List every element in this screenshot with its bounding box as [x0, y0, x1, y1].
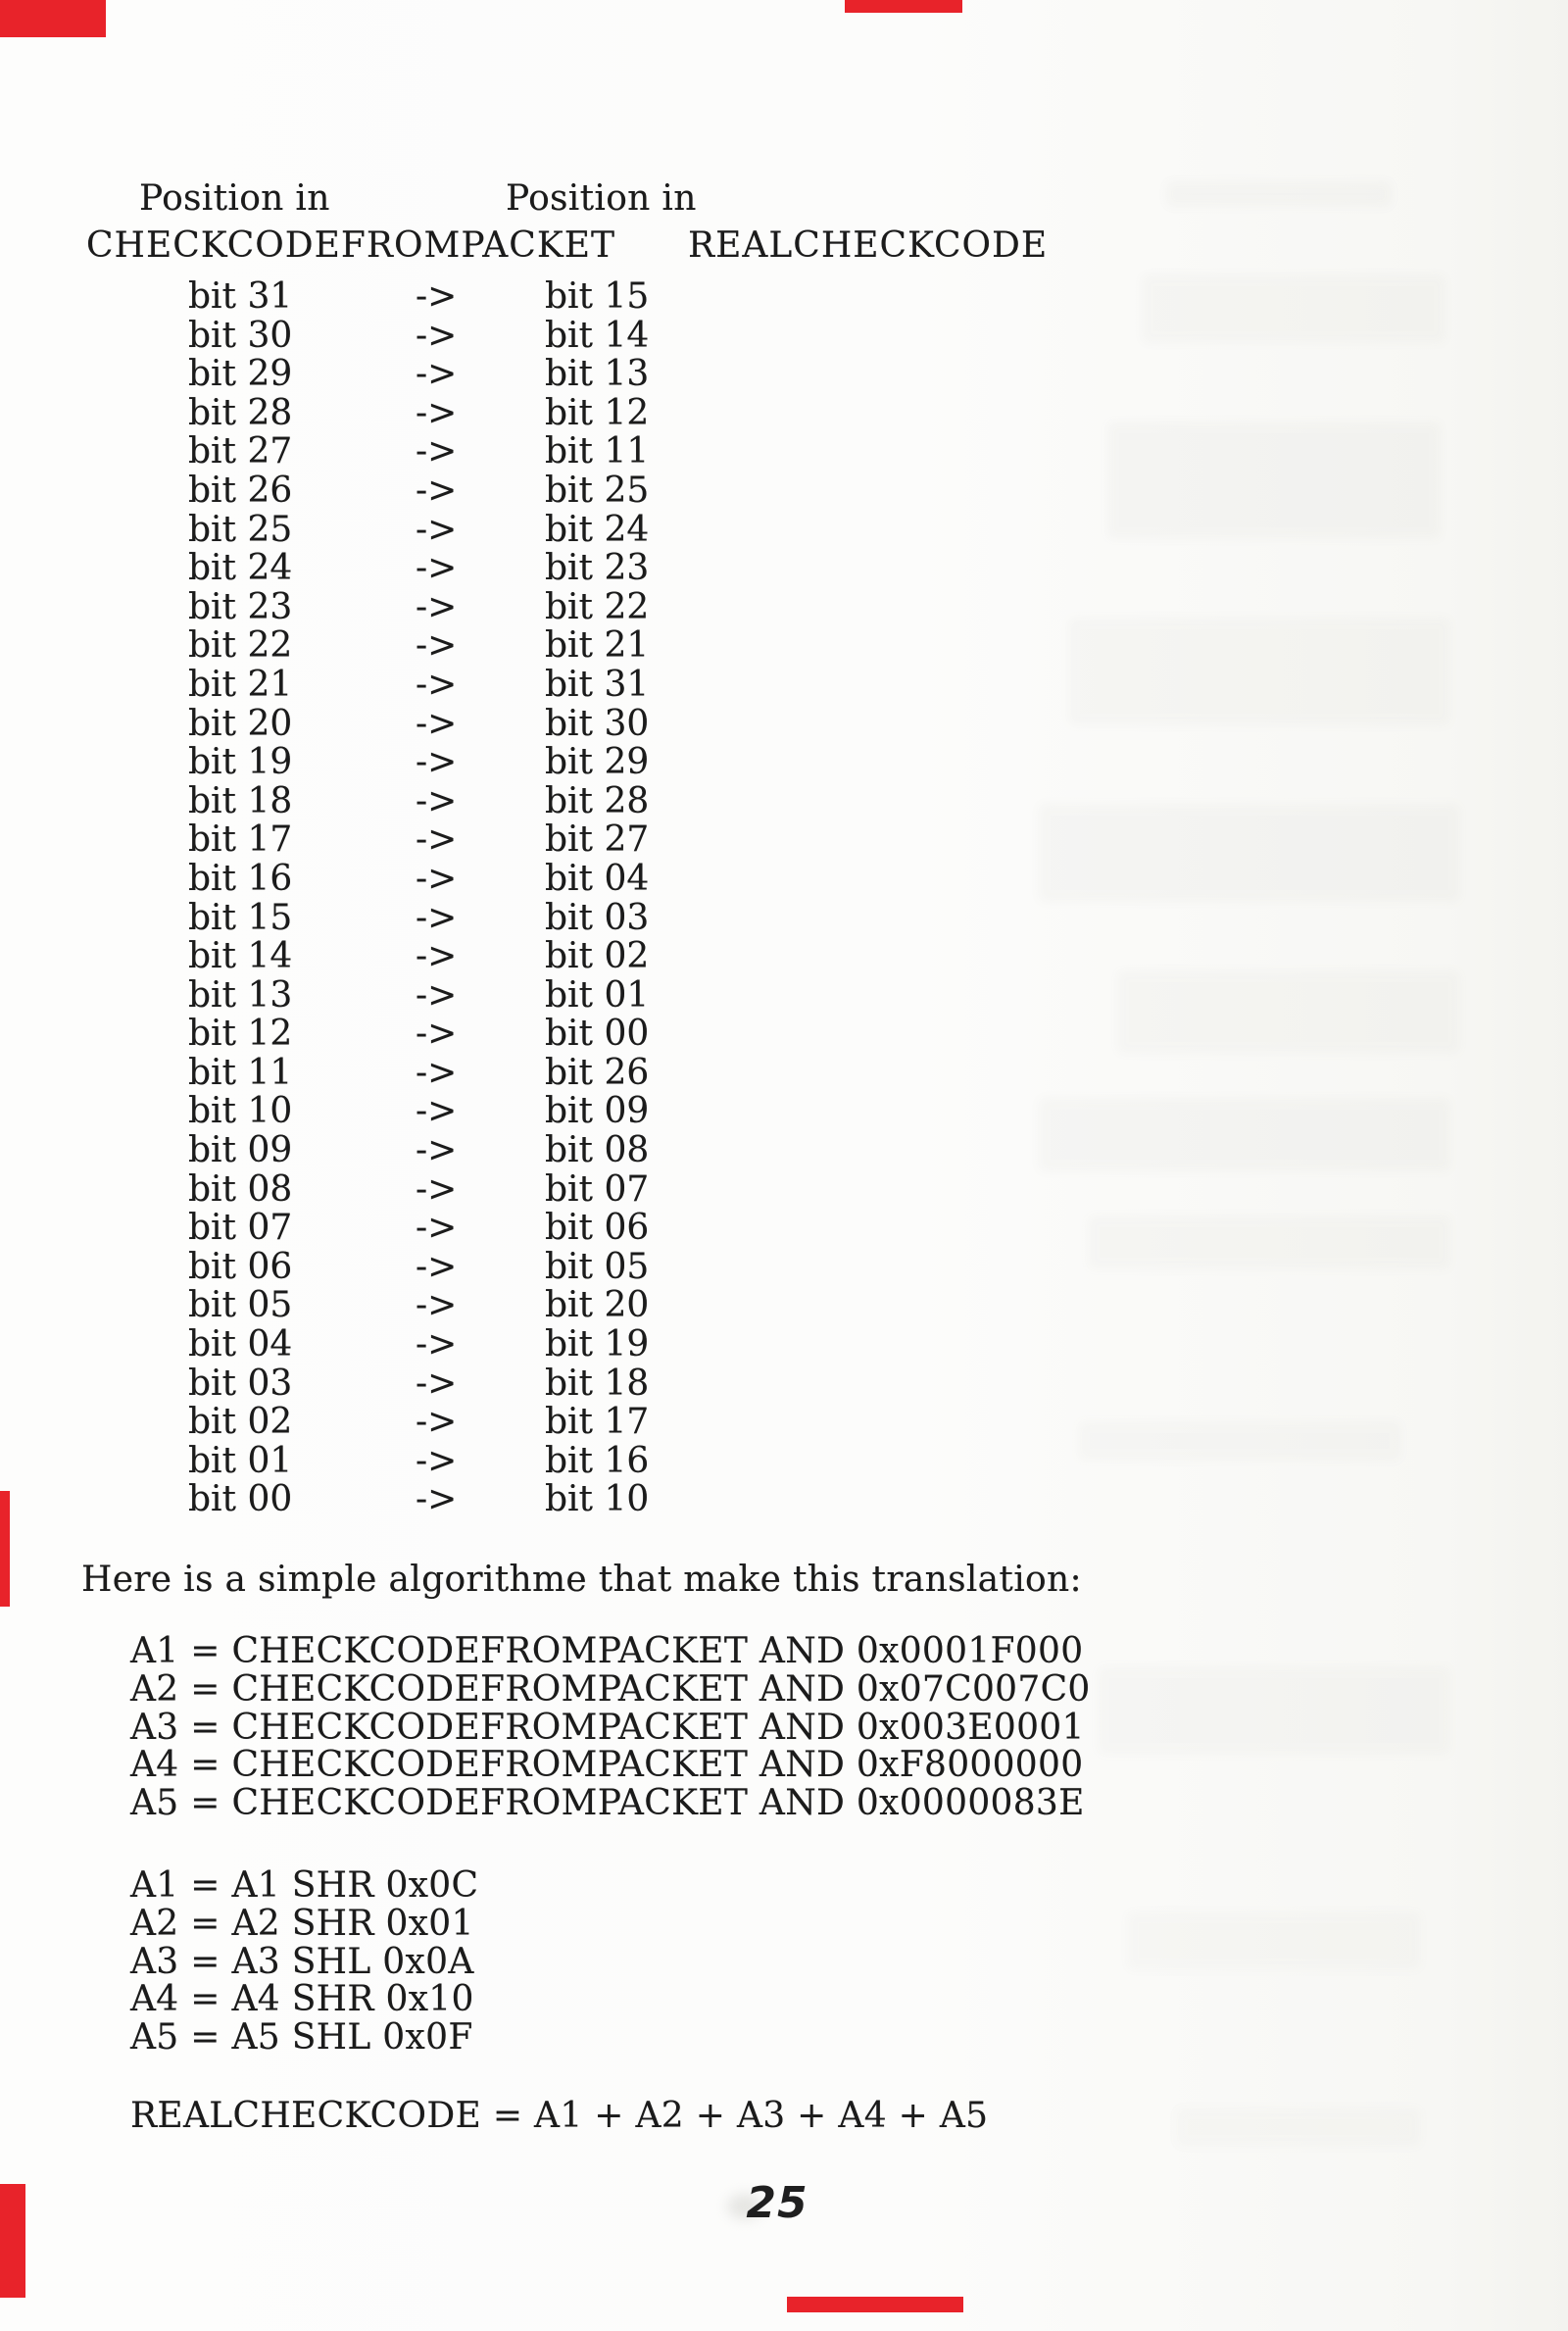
bit-position-from: bit 14 — [188, 936, 293, 977]
table-row — [0, 1092, 1568, 1131]
bit-position-to: bit 09 — [545, 1091, 650, 1132]
bit-position-from: bit 08 — [188, 1168, 293, 1210]
table-row — [0, 976, 1568, 1016]
arrow-glyph: -> — [416, 1324, 458, 1365]
table-row — [0, 782, 1568, 821]
bleed-through-smudge — [1127, 1911, 1421, 1970]
bit-position-to: bit 16 — [545, 1440, 650, 1481]
bit-position-from: bit 16 — [188, 858, 293, 899]
arrow-glyph: -> — [416, 897, 458, 938]
bit-position-to: bit 29 — [545, 742, 650, 783]
bit-position-to: bit 04 — [545, 858, 650, 899]
bit-position-from: bit 05 — [188, 1285, 293, 1326]
table-row — [0, 471, 1568, 511]
arrow-glyph: -> — [416, 1014, 458, 1055]
table-row — [0, 705, 1568, 744]
result-line: REALCHECKCODE = A1 + A2 + A3 + A4 + A5 — [130, 2096, 989, 2136]
bit-position-from: bit 07 — [188, 1208, 293, 1249]
bit-position-to: bit 08 — [545, 1130, 650, 1171]
arrow-glyph: -> — [416, 1052, 458, 1093]
arrow-glyph: -> — [416, 392, 458, 433]
arrow-glyph: -> — [416, 1091, 458, 1132]
arrow-glyph: -> — [416, 819, 458, 861]
arrow-glyph: -> — [416, 936, 458, 977]
bit-position-to: bit 23 — [545, 548, 650, 589]
bit-position-to: bit 11 — [545, 431, 650, 472]
table-row — [0, 1480, 1568, 1519]
code-line: A4 = CHECKCODEFROMPACKET AND 0xF8000000 — [130, 1745, 1084, 1786]
bit-position-from: bit 19 — [188, 742, 293, 783]
code-line: A1 = A1 SHR 0x0C — [130, 1865, 479, 1906]
bit-position-from: bit 01 — [188, 1440, 293, 1481]
arrow-glyph: -> — [416, 548, 458, 589]
bit-position-to: bit 21 — [545, 625, 650, 667]
arrow-glyph: -> — [416, 1285, 458, 1326]
table-row — [0, 549, 1568, 588]
table-row — [0, 588, 1568, 627]
table-row — [0, 937, 1568, 976]
bit-position-from: bit 10 — [188, 1091, 293, 1132]
bit-position-to: bit 02 — [545, 936, 650, 977]
arrow-glyph: -> — [416, 742, 458, 783]
bit-position-from: bit 21 — [188, 664, 293, 705]
bit-position-to: bit 17 — [545, 1402, 650, 1443]
bit-position-from: bit 30 — [188, 315, 293, 356]
table-row — [0, 394, 1568, 433]
arrow-glyph: -> — [416, 354, 458, 395]
code-line: A5 = CHECKCODEFROMPACKET AND 0x0000083E — [130, 1783, 1085, 1824]
code-line: A2 = CHECKCODEFROMPACKET AND 0x07C007C0 — [130, 1668, 1091, 1710]
bit-position-from: bit 26 — [188, 470, 293, 511]
intro-paragraph: Here is a simple algorithme that make this translation: — [81, 1560, 1082, 1600]
bit-position-from: bit 17 — [188, 819, 293, 861]
red-registration-mark-bottom-center — [787, 2297, 963, 2312]
red-registration-mark-bottom-left — [0, 2184, 25, 2298]
bit-position-to: bit 18 — [545, 1363, 650, 1404]
bit-position-from: bit 04 — [188, 1324, 293, 1365]
table-row — [0, 432, 1568, 471]
code-line: A1 = CHECKCODEFROMPACKET AND 0x0001F000 — [130, 1631, 1084, 1671]
arrow-glyph: -> — [416, 315, 458, 356]
bit-position-from: bit 29 — [188, 354, 293, 395]
table-row — [0, 317, 1568, 356]
code-line: A3 = CHECKCODEFROMPACKET AND 0x003E0001 — [130, 1707, 1085, 1748]
bit-position-to: bit 12 — [545, 392, 650, 433]
bit-position-from: bit 31 — [188, 276, 293, 317]
table-row — [0, 355, 1568, 394]
table-row — [0, 1015, 1568, 1054]
table-row — [0, 666, 1568, 705]
table-row — [0, 1286, 1568, 1325]
arrow-glyph: -> — [416, 509, 458, 550]
column-header-right-line1: Position in — [506, 178, 697, 219]
page-number: 25 — [746, 2178, 808, 2228]
table-row — [0, 1209, 1568, 1248]
table-row — [0, 1364, 1568, 1404]
table-row — [0, 1248, 1568, 1287]
arrow-glyph: -> — [416, 664, 458, 705]
bleed-through-smudge — [1098, 1666, 1450, 1755]
bit-position-to: bit 00 — [545, 1014, 650, 1055]
bit-position-to: bit 05 — [545, 1246, 650, 1287]
code-line: A4 = A4 SHR 0x10 — [130, 1979, 474, 2020]
bit-position-to: bit 30 — [545, 703, 650, 744]
bit-position-to: bit 15 — [545, 276, 650, 317]
bit-position-to: bit 03 — [545, 897, 650, 938]
bit-mapping-table — [0, 277, 1568, 1519]
bit-position-to: bit 19 — [545, 1324, 650, 1365]
bit-position-from: bit 06 — [188, 1246, 293, 1287]
column-header-left-title: CHECKCODEFROMPACKET — [86, 225, 615, 266]
bit-position-to: bit 10 — [545, 1479, 650, 1520]
table-row — [0, 511, 1568, 550]
bleed-through-smudge — [1166, 181, 1392, 207]
red-registration-mark-top-left — [0, 0, 106, 37]
arrow-glyph: -> — [416, 470, 458, 511]
arrow-glyph: -> — [416, 625, 458, 667]
bit-position-to: bit 13 — [545, 354, 650, 395]
bit-position-to: bit 26 — [545, 1052, 650, 1093]
table-row — [0, 277, 1568, 317]
bit-position-from: bit 15 — [188, 897, 293, 938]
bleed-through-smudge — [1176, 2108, 1421, 2147]
code-line: A5 = A5 SHL 0x0F — [130, 2017, 473, 2058]
bit-position-from: bit 13 — [188, 974, 293, 1016]
bit-position-to: bit 06 — [545, 1208, 650, 1249]
bit-position-from: bit 12 — [188, 1014, 293, 1055]
bit-position-from: bit 11 — [188, 1052, 293, 1093]
bit-position-from: bit 23 — [188, 586, 293, 627]
arrow-glyph: -> — [416, 1363, 458, 1404]
bit-position-to: bit 07 — [545, 1168, 650, 1210]
arrow-glyph: -> — [416, 1168, 458, 1210]
bit-position-from: bit 09 — [188, 1130, 293, 1171]
bit-position-from: bit 02 — [188, 1402, 293, 1443]
bit-position-from: bit 00 — [188, 1479, 293, 1520]
bit-position-to: bit 01 — [545, 974, 650, 1016]
arrow-glyph: -> — [416, 703, 458, 744]
arrow-glyph: -> — [416, 431, 458, 472]
arrow-glyph: -> — [416, 586, 458, 627]
arrow-glyph: -> — [416, 276, 458, 317]
mask-lines — [130, 1633, 1091, 1823]
bit-position-from: bit 22 — [188, 625, 293, 667]
bit-position-to: bit 22 — [545, 586, 650, 627]
bit-position-to: bit 14 — [545, 315, 650, 356]
bit-position-to: bit 25 — [545, 470, 650, 511]
arrow-glyph: -> — [416, 780, 458, 821]
table-row — [0, 1131, 1568, 1170]
bit-position-from: bit 20 — [188, 703, 293, 744]
code-line: A2 = A2 SHR 0x01 — [130, 1903, 474, 1944]
arrow-glyph: -> — [416, 1440, 458, 1481]
bit-position-from: bit 24 — [188, 548, 293, 589]
table-row — [0, 1442, 1568, 1481]
arrow-glyph: -> — [416, 1479, 458, 1520]
bit-position-from: bit 28 — [188, 392, 293, 433]
arrow-glyph: -> — [416, 1246, 458, 1287]
bit-position-from: bit 03 — [188, 1363, 293, 1404]
table-row — [0, 1403, 1568, 1442]
table-row — [0, 860, 1568, 899]
column-header-left-line1: Position in — [139, 178, 330, 219]
red-registration-mark-top-center — [845, 0, 962, 13]
table-row — [0, 1054, 1568, 1093]
shift-lines — [130, 1867, 478, 2058]
table-row — [0, 626, 1568, 666]
arrow-glyph: -> — [416, 858, 458, 899]
arrow-glyph: -> — [416, 1130, 458, 1171]
arrow-glyph: -> — [416, 1402, 458, 1443]
arrow-glyph: -> — [416, 974, 458, 1016]
table-row — [0, 1325, 1568, 1364]
table-row — [0, 743, 1568, 782]
bit-position-to: bit 28 — [545, 780, 650, 821]
column-header-right-title: REALCHECKCODE — [688, 225, 1049, 266]
bit-position-from: bit 27 — [188, 431, 293, 472]
table-row — [0, 1170, 1568, 1210]
bit-position-from: bit 25 — [188, 509, 293, 550]
bit-position-to: bit 20 — [545, 1285, 650, 1326]
code-line: A3 = A3 SHL 0x0A — [130, 1941, 474, 1982]
bit-position-to: bit 27 — [545, 819, 650, 861]
table-row — [0, 820, 1568, 860]
bit-position-from: bit 18 — [188, 780, 293, 821]
bit-position-to: bit 24 — [545, 509, 650, 550]
table-row — [0, 899, 1568, 938]
bit-position-to: bit 31 — [545, 664, 650, 705]
arrow-glyph: -> — [416, 1208, 458, 1249]
